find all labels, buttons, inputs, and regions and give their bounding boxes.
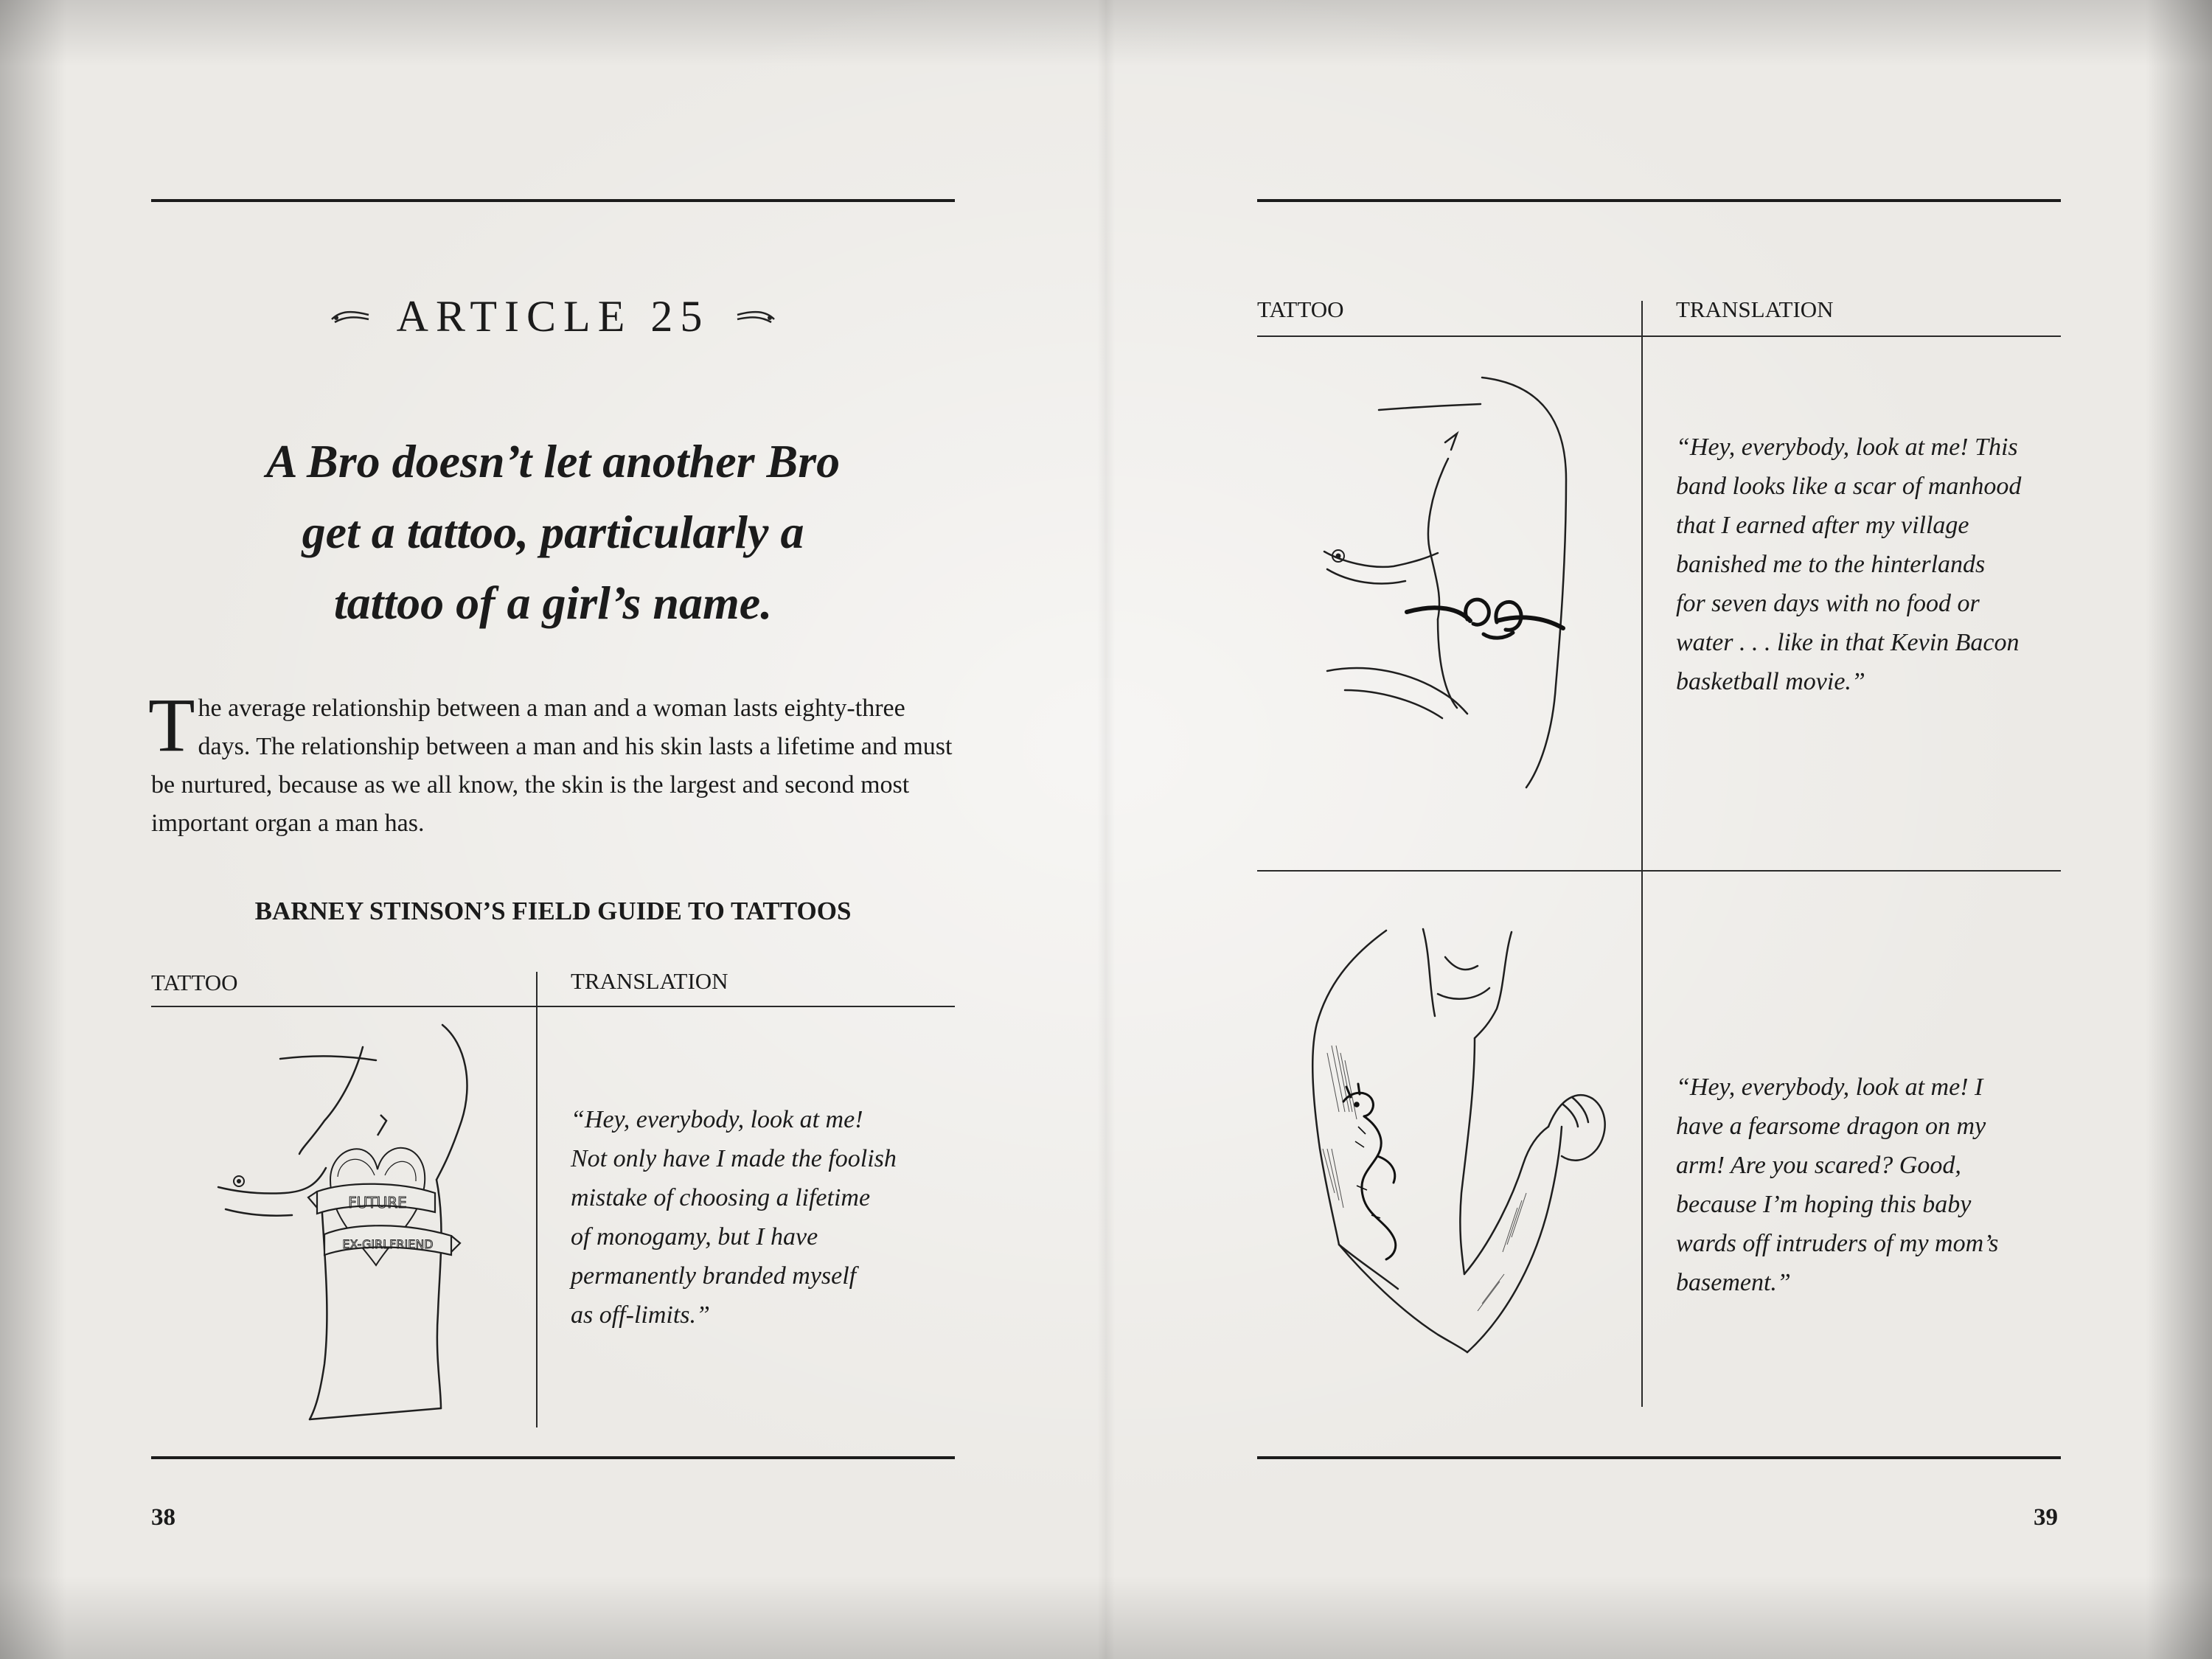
article-title: ARTICLE 25	[396, 292, 710, 341]
field-guide-title: BARNEY STINSON’S FIELD GUIDE TO TATTOOS	[254, 897, 852, 925]
body-text: he average relationship between a man and a woman lasts eighty-three days. The relationship between a man and his skin lasts a lifetime and must be nurtured, because as we all know, the skin is the largest and second most important organ a man has.	[151, 695, 953, 837]
column-header-tattoo: TATTOO	[151, 970, 238, 995]
table-column-divider	[536, 972, 538, 1427]
quote-line: “Hey, everybody, look at me! I	[1676, 1074, 1983, 1101]
quote-line: arm! Are you scared? Good,	[1676, 1152, 1961, 1179]
page-number-right: 39	[2034, 1504, 2058, 1531]
quote-line: that I earned after my village	[1676, 512, 1969, 539]
quote-line: band looks like a scar of manhood	[1676, 473, 2022, 500]
quote-line: for seven days with no food or	[1676, 590, 1980, 617]
quote-line: of monogamy, but I have	[571, 1223, 818, 1251]
rule-line: get a tattoo, particularly a	[302, 506, 804, 558]
table-row-divider	[1257, 870, 2061, 872]
article-heading	[151, 291, 955, 342]
column-header-translation: TRANSLATION	[571, 968, 728, 994]
quote-line: Not only have I made the foolish	[571, 1145, 897, 1172]
quote-line: as off-limits.”	[571, 1301, 710, 1329]
table-column-divider	[1641, 301, 1643, 1407]
column-header-translation: TRANSLATION	[1676, 296, 1834, 322]
quote-line: have a fearsome dragon on my	[1676, 1113, 1986, 1140]
quote-line: basketball movie.”	[1676, 668, 1865, 695]
dragon-arm-tattoo-illustration	[1268, 928, 1615, 1363]
quote-line: “Hey, everybody, look at me!	[571, 1106, 863, 1133]
flourish-right-icon	[734, 307, 776, 327]
tattoo-banner-future: FUTURE	[348, 1194, 407, 1211]
rule-line: A Bro doesn’t let another Bro	[265, 435, 841, 487]
body-paragraph	[148, 683, 959, 843]
bro-code-rule	[151, 426, 955, 639]
heart-banner-tattoo-illustration	[206, 1018, 501, 1423]
left-bottom-rule	[151, 1456, 955, 1459]
flourish-left-icon	[330, 307, 372, 327]
column-header-tattoo: TATTOO	[1257, 296, 1344, 322]
drop-cap: T	[148, 683, 195, 768]
tattoo-banner-ex-girlfriend: EX-GIRLFRIEND	[342, 1237, 434, 1251]
translation-quote-heart	[571, 1100, 897, 1335]
quote-line: because I’m hoping this baby	[1676, 1191, 1972, 1218]
table-header-rule	[151, 1006, 955, 1007]
table-header-rule	[1257, 335, 2061, 337]
quote-line: “Hey, everybody, look at me! This	[1676, 434, 2018, 461]
book-spine-shadow	[1097, 0, 1115, 1659]
quote-line: permanently branded myself	[571, 1262, 857, 1290]
quote-line: water . . . like in that Kevin Bacon	[1676, 629, 2020, 656]
quote-line: mistake of choosing a lifetime	[571, 1184, 871, 1211]
right-bottom-rule	[1257, 1456, 2061, 1459]
quote-line: wards off intruders of my mom’s	[1676, 1230, 1999, 1257]
rule-line: tattoo of a girl’s name.	[333, 577, 773, 629]
quote-line: banished me to the hinterlands	[1676, 551, 1986, 578]
page-number-left: 38	[151, 1504, 175, 1531]
right-top-rule	[1257, 199, 2061, 202]
quote-line: basement.”	[1676, 1269, 1791, 1296]
translation-quote-armband	[1676, 428, 2021, 701]
translation-quote-dragon	[1676, 1068, 1998, 1302]
tribal-armband-tattoo-illustration	[1312, 369, 1593, 796]
left-top-rule	[151, 199, 955, 202]
